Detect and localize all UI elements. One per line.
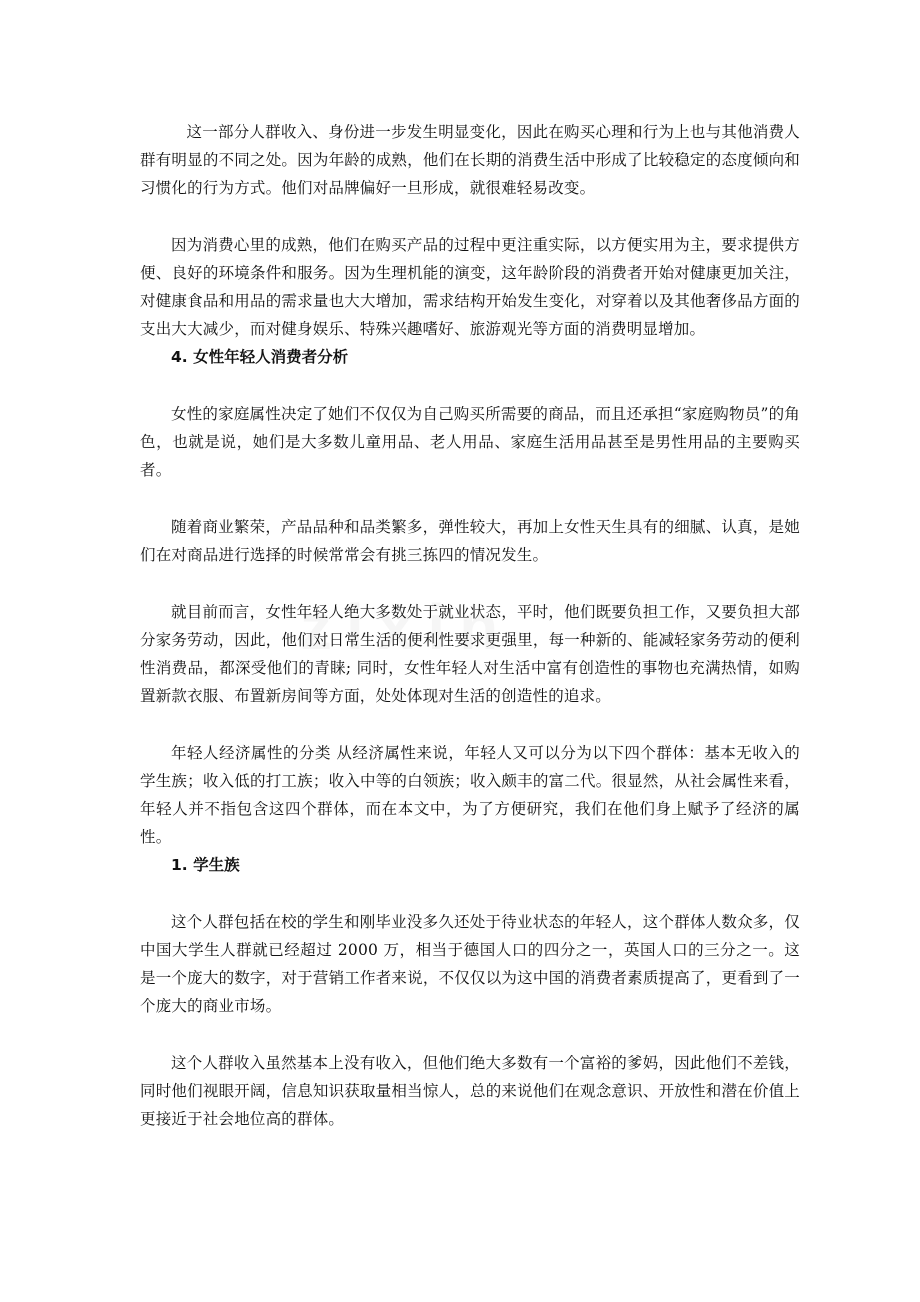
paragraph-8: 这个人群收入虽然基本上没有收入，但他们绝大多数有一个富裕的爹妈，因此他们不差钱，同时他们视眼开阔，信息知识获取量相当惊人，总的来说他们在观念意识、开放性和潜在价值上更接近于社会地位高的群体。 bbox=[140, 1054, 800, 1128]
paragraph-4: 随着商业繁荣，产品品种和品类繁多，弹性较大，再加上女性天生具有的细腻、认真，是她们在对商品进行选择的时候常常会有挑三拣四的情况发生。 bbox=[140, 518, 800, 564]
paragraph-gap bbox=[140, 1020, 800, 1049]
paragraph-2: 因为消费心里的成熟，他们在购买产品的过程中更注重实际，以方便实用为主，要求提供方便、良好的环境条件和服务。因为生理机能的演变，这年龄阶段的消费者开始对健康更加关注，对健康食品和用品的需求量也大大增加，需求结构开始发生变化，对穿着以及其他奢侈品方面的支出大大减少，而对健身娱乐、特殊兴趣嗜好、旅游观光等方面的消费明显增加。 bbox=[140, 236, 800, 338]
paragraph-gap bbox=[140, 710, 800, 739]
paragraph-gap bbox=[140, 484, 800, 513]
section-heading-female-youth: 4. 女性年轻人消费者分析 bbox=[171, 348, 349, 366]
paragraph-gap bbox=[140, 569, 800, 598]
paragraph-1: 这一部分人群收入、身份进一步发生明显变化，因此在购买心理和行为上也与其他消费人群有明显的不同之处。因为年龄的成熟，他们在长期的消费生活中形成了比较稳定的态度倾向和习惯化的行为方式。他们对品牌偏好一旦形成，就很难轻易改变。 bbox=[140, 123, 800, 197]
paragraph-3: 女性的家庭属性决定了她们不仅仅为自己购买所需要的商品，而且还承担“家庭购物员”的角色，也就是说，她们是大多数儿童用品、老人用品、家庭生活用品甚至是男性用品的主要购买者。 bbox=[140, 405, 800, 479]
paragraph-7: 这个人群包括在校的学生和刚毕业没多久还处于待业状态的年轻人，这个群体人数众多，仅中国大学生人群就已经超过 2000 万，相当于德国人口的四分之一，英国人口的三分之一。这是一个庞大的数字，对于营销工作者来说，不仅仅以为这中国的消费者素质提高了，更看到了一个庞大的商业市场。 bbox=[140, 913, 800, 1015]
section-heading-students: 1. 学生族 bbox=[171, 856, 240, 874]
paragraph-gap bbox=[140, 371, 800, 400]
paragraph-6: 年轻人经济属性的分类 从经济属性来说，年轻人又可以分为以下四个群体：基本无收入的学生族；收入低的打工族；收入中等的白领族；收入颇丰的富二代。很显然，从社会属性来看，年轻人并不指包含这四个群体，而在本文中，为了方便研究，我们在他们身上赋予了经济的属性。 bbox=[140, 744, 800, 846]
paragraph-gap bbox=[140, 879, 800, 908]
document-body bbox=[140, 118, 800, 1133]
paragraph-gap bbox=[140, 202, 800, 231]
paragraph-5: 就目前而言，女性年轻人绝大多数处于就业状态，平时，他们既要负担工作，又要负担大部分家务劳动，因此，他们对日常生活的便利性要求更强里，每一种新的、能减轻家务劳动的便利性消费品，都深受他们的青睐; 同时，女性年轻人对生活中富有创造性的事物也充满热情，如购置新款衣服、布置新房间等方面，处处体现对生活的创造性的追求。 bbox=[140, 603, 800, 705]
